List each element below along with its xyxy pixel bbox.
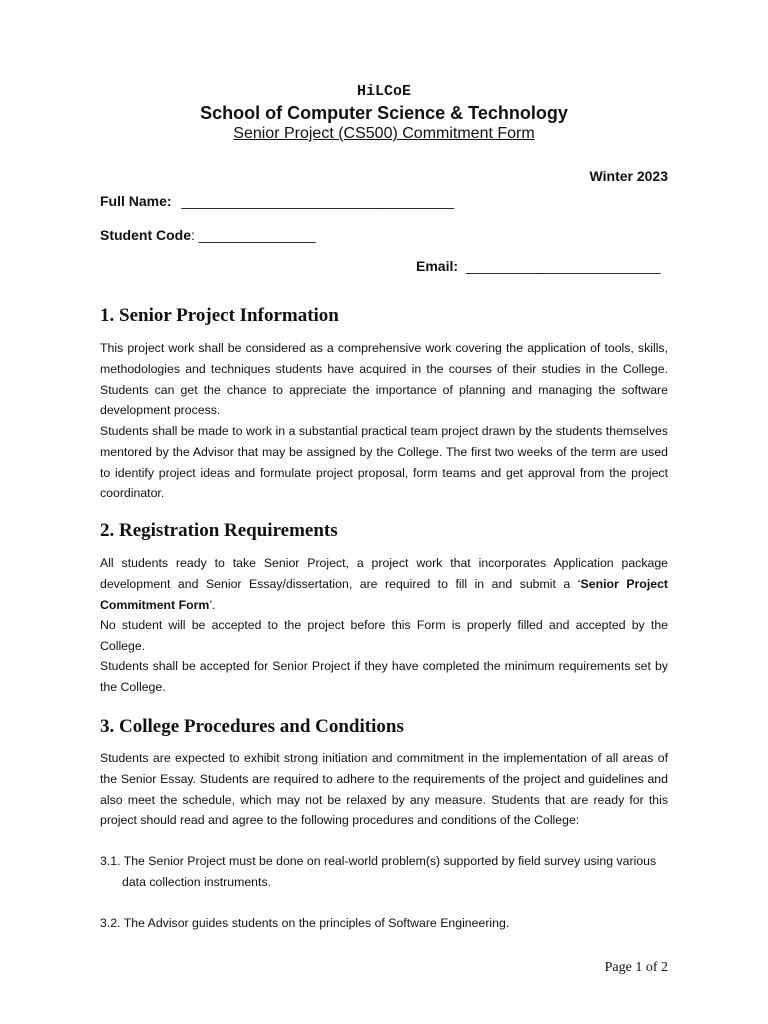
full-name-label: Full Name:	[100, 193, 172, 209]
section-2-p1-text: All students ready to take Senior Project, a project work that incorporates Application package development and Senior Essay/dissertation, are required to fill in and submit a ‘	[100, 556, 668, 591]
section-2-paragraph-1	[100, 553, 668, 615]
commitment-form-name: Senior Project Commitment Form	[100, 576, 669, 612]
full-name-blank[interactable]: ___________________________________	[181, 193, 454, 209]
org-name: HiLCoE	[356, 83, 411, 100]
school-name: School of Computer Science & Technology	[200, 103, 568, 123]
section-1-heading: 1. Senior Project Information	[100, 305, 339, 326]
student-code-sep: :	[191, 227, 195, 243]
full-name-field[interactable]	[100, 193, 454, 209]
section-3-heading: 3. College Procedures and Conditions	[100, 716, 404, 737]
section-2-p1-end: ’.	[209, 597, 216, 612]
form-title: Senior Project (CS500) Commitment Form	[233, 125, 535, 142]
list-item-line: 3.2. The Advisor guides students on the principles of Software Engineering.	[100, 916, 510, 930]
section-2-heading: 2. Registration Requirements	[100, 520, 338, 541]
section-2-paragraph-3: Students shall be accepted for Senior Project if they have completed the minimum requirements set by the College.	[100, 659, 668, 694]
list-item	[100, 913, 675, 934]
section-1-paragraph-1: This project work shall be considered as a comprehensive work covering the application of tools, skills, methodologies and techniques students have acquired in the courses of their studies in the College. Students can get the chance to appreciate the importance of planning and managing the software development process.	[100, 341, 668, 418]
term-label: Winter 2023	[589, 168, 668, 184]
student-code-field[interactable]	[100, 227, 316, 243]
section-2-paragraph-2: No student will be accepted to the project before this Form is properly filled and accepted by the College.	[100, 618, 668, 653]
list-item-continuation: data collection instruments.	[122, 874, 272, 889]
list-item-line: 3.1. The Senior Project must be done on real-world problem(s) supported by field survey using various	[100, 854, 657, 868]
page-number: Page 1 of 2	[604, 960, 668, 975]
email-label: Email:	[416, 258, 459, 274]
email-blank[interactable]: _________________________	[465, 258, 661, 274]
student-code-blank[interactable]: _______________	[198, 227, 316, 243]
section-3-paragraph-1: Students are expected to exhibit strong initiation and commitment in the implementation of all areas of the Senior Essay. Students are required to adhere to the requirements of the project and guidelines and also meet the schedule, which may not be relaxed by any measure. Students that are ready for this project should read and agree to the following procedures and conditions of the College:	[100, 751, 668, 828]
student-code-label: Student Code	[100, 227, 191, 243]
list-item	[100, 851, 675, 893]
email-field[interactable]	[416, 258, 661, 274]
section-1-paragraph-2: Students shall be made to work in a substantial practical team project drawn by the students themselves mentored by the Advisor that may be assigned by the College. The first two weeks of the term are used to identify project ideas and formulate project proposal, form teams and get approval from the project coordinator.	[100, 424, 668, 501]
